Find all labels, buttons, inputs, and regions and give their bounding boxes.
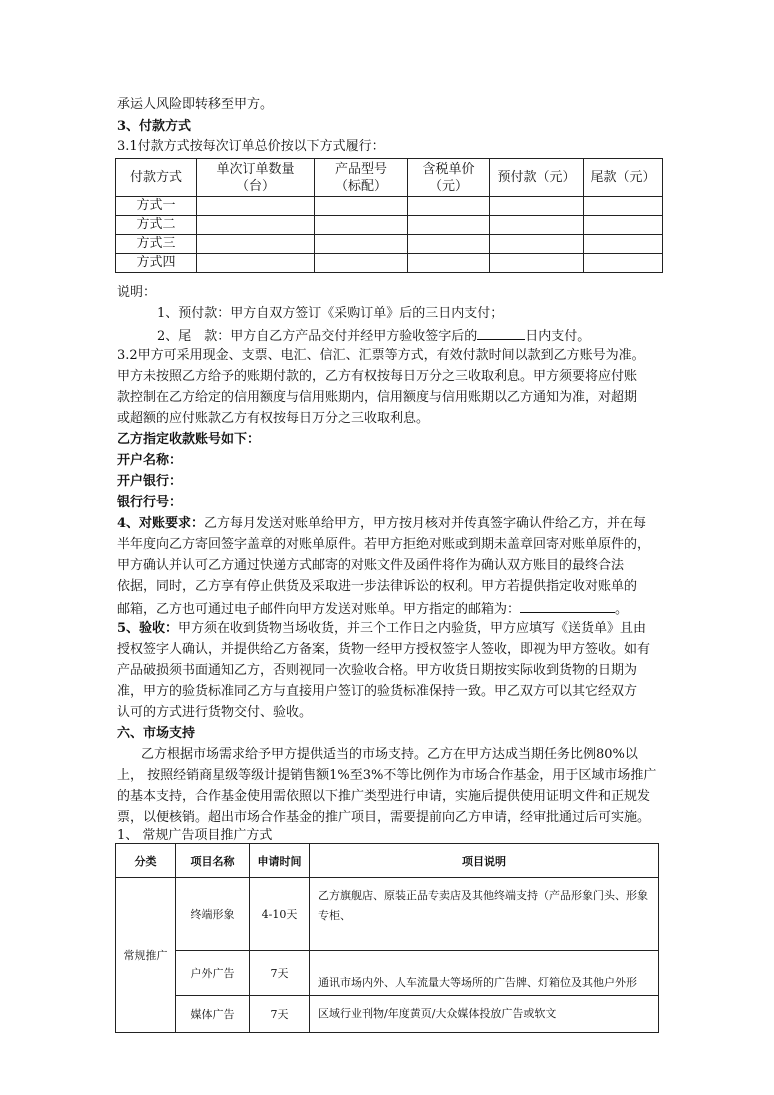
table-header-row: [116, 844, 659, 878]
account-bank-label: 开户银行：: [117, 474, 183, 489]
table-cell: [197, 216, 315, 235]
text-span: 2、尾 款：甲方自乙方产品交付并经甲方验收签字后的: [157, 329, 478, 344]
table-cell: [490, 254, 584, 273]
account-heading: 乙方指定收款账号如下：: [117, 432, 261, 447]
table-cell: [197, 235, 315, 254]
table-header-cell: 分类: [116, 844, 176, 878]
email-blank[interactable]: [520, 598, 615, 613]
table-cell: [315, 216, 408, 235]
text-line: 上， 按照经销商星级等级计提销售额1%至3%不等比例作为市场合作基金，用于区域市场推广: [117, 768, 657, 783]
text-line: 准，甲方的验货标准同乙方与直接用户签订的验货标准保持一致。甲乙双方可以其它经双方: [117, 684, 638, 699]
table-cell: [584, 216, 663, 235]
text-line: 票，以便核销。超出市场合作基金的推广项目，需要提前向乙方申请，经审批通过后可实施。: [117, 810, 651, 825]
text-line: [157, 325, 590, 347]
desc-line: 通讯市场内外、人车流量大等场所的广告牌、灯箱位及其他户外形: [318, 976, 637, 989]
table-header-cell: 申请时间: [250, 844, 310, 878]
table-cell: [310, 951, 659, 996]
text-line: 说明：: [117, 285, 157, 300]
text-line: 3.2甲方可采用现金、支票、电汇、信汇、汇票等方式，有效付款时间以款到乙方账号为准。: [117, 348, 645, 363]
text-line: 甲方确认并认可乙方通过快递方式邮寄的对账文件及函件将作为确认双方账目的最终合法: [117, 558, 625, 573]
table-row: [116, 254, 663, 273]
fill-in-blank[interactable]: [477, 325, 525, 340]
text-line: 承运人风险即转移至甲方。: [117, 97, 274, 112]
promotion-table: [115, 843, 659, 1033]
table-cell: [408, 235, 490, 254]
text-line: 授权签字人确认，并提供给乙方备案，货物一经甲方授权签字人签收，即视为甲方签收。如有: [117, 642, 651, 657]
desc-line: 区域行业刊物/年度黄页/大众媒体投放广告或软文: [318, 1007, 557, 1020]
section-heading-reconciliation: 4、对账要求：: [117, 516, 205, 531]
text-span: 甲方须在收到货物当场收货，并三个工作日之内验货，甲方应填写《送货单》且由: [178, 621, 647, 636]
table-row: [116, 235, 663, 254]
table-cell: [315, 254, 408, 273]
text-line: [117, 514, 646, 534]
table-header-cell: 付款方式: [116, 159, 197, 197]
table-cell: [408, 197, 490, 216]
table-cell: 方式一: [116, 197, 197, 216]
table-cell: [490, 216, 584, 235]
table-cell: 4-10天: [250, 878, 310, 951]
text-line: 认可的方式进行货物交付、验收。: [117, 705, 313, 720]
section-heading-payment: 3、付款方式: [117, 119, 192, 134]
table-cell: [197, 254, 315, 273]
table-cell: [584, 254, 663, 273]
table-cell: [310, 878, 659, 951]
table-cell: [490, 197, 584, 216]
table-cell: 方式二: [116, 216, 197, 235]
text-line: 半年度向乙方寄回签字盖章的对账单原件。若甲方拒绝对账或到期未盖章回寄对账单原件的，: [117, 537, 651, 552]
text-span: 。: [615, 602, 629, 617]
table-header-cell: 产品型号 （标配）: [315, 159, 408, 197]
text-line: [117, 619, 646, 639]
table-cell: 方式三: [116, 235, 197, 254]
desc-line: 专柜、: [318, 909, 351, 922]
table-cell: 7天: [250, 951, 310, 996]
category-cell: 常规推广: [116, 878, 176, 1033]
table-cell: 户外广告: [176, 951, 250, 996]
table-header-cell: 预付款（元）: [490, 159, 584, 197]
text-line: 1、 常规广告项目推广方式: [117, 828, 273, 843]
table-cell: [584, 235, 663, 254]
text-line: 3.1付款方式按每次订单总价按以下方式履行：: [117, 139, 385, 154]
text-line: 产品破损须书面通知乙方，否则视同一次验收合格。甲方收货日期按实际收到货物的日期为: [117, 663, 638, 678]
table-header-cell: 项目说明: [310, 844, 659, 878]
text-span: 邮箱，乙方也可通过电子邮件向甲方发送对账单。甲方指定的邮箱为：: [117, 602, 521, 617]
section-heading-market-support: 六、市场支持: [117, 726, 196, 741]
table-header-row: [116, 159, 663, 197]
text-span: 乙方每月发送对账单给甲方，甲方按月核对并传真签字确认件给乙方，并在每: [204, 516, 647, 531]
text-line: 依据，同时，乙方享有停止供货及采取进一步法律诉讼的权利。甲方若提供指定收对账单的: [117, 579, 638, 594]
text-line: 或超额的应付账款乙方有权按每日万分之三收取利息。: [117, 411, 430, 426]
table-row: [116, 197, 663, 216]
table-cell: [315, 197, 408, 216]
table-row: [116, 996, 659, 1033]
desc-line: 乙方旗舰店、原装正品专卖店及其他终端支持（产品形象门头、形象: [318, 889, 648, 902]
table-row: [116, 878, 659, 951]
table-cell: [408, 216, 490, 235]
text-line: 1、预付款：甲方自双方签订《采购订单》后的三日内支付；: [157, 306, 504, 321]
table-cell: [408, 254, 490, 273]
table-cell: [315, 235, 408, 254]
table-row: [116, 216, 663, 235]
section-heading-acceptance: 5、验收：: [117, 621, 179, 636]
table-cell: [490, 235, 584, 254]
bank-code-label: 银行行号：: [117, 495, 183, 510]
payment-method-table: [115, 158, 663, 273]
table-cell: [310, 996, 659, 1033]
table-header-cell: 尾款（元）: [584, 159, 663, 197]
text-span: 日内支付。: [525, 329, 591, 344]
text-line: 乙方根据市场需求给予甲方提供适当的市场支持。乙方在甲方达成当期任务比例80%以: [141, 747, 638, 762]
table-cell: 终端形象: [176, 878, 250, 951]
text-line: [117, 598, 628, 620]
text-line: 甲方未按照乙方给予的账期付款的，乙方有权按每日万分之三收取利息。甲方须要将应付账: [117, 369, 638, 384]
table-cell: [197, 197, 315, 216]
table-row: [116, 951, 659, 996]
table-header-cell: 项目名称: [176, 844, 250, 878]
table-cell: 方式四: [116, 254, 197, 273]
table-header-cell: 含税单价 （元）: [408, 159, 490, 197]
text-line: 的基本支持，合作基金使用需依照以下推广类型进行申请，实施后提供使用证明文件和正规发: [117, 789, 651, 804]
table-cell: 7天: [250, 996, 310, 1033]
table-header-cell: 单次订单数量 （台）: [197, 159, 315, 197]
account-name-label: 开户名称：: [117, 453, 183, 468]
table-cell: 媒体广告: [176, 996, 250, 1033]
text-line: 款控制在乙方给定的信用额度与信用账期内，信用额度与信用账期以乙方通知为准，对超期: [117, 390, 638, 405]
table-cell: [584, 197, 663, 216]
